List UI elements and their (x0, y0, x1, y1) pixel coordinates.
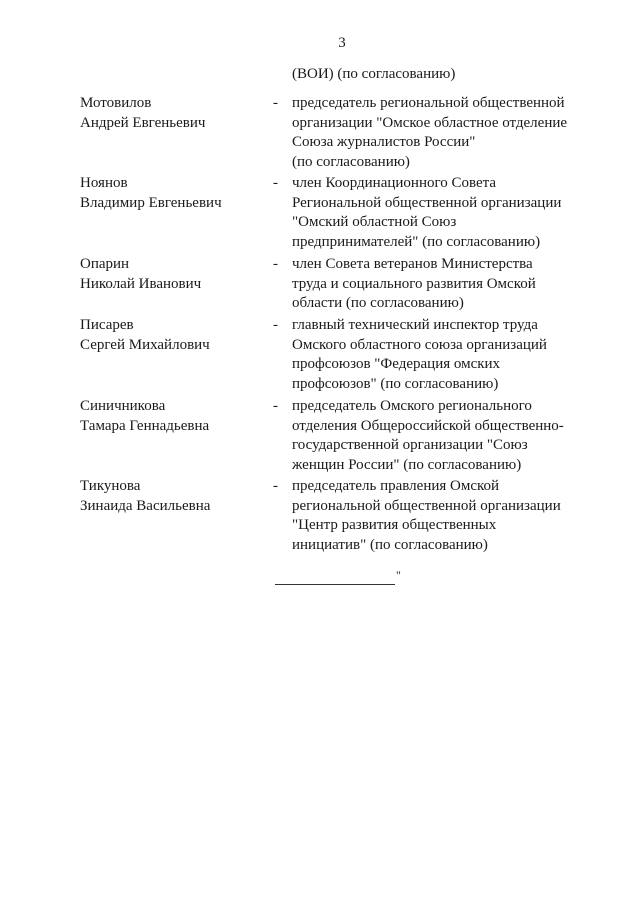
role-line: инициатив" (по согласованию) (292, 536, 488, 553)
role-line: региональной общественной организации (292, 497, 561, 514)
member-name (80, 397, 270, 436)
member-name (80, 94, 270, 133)
member-role (292, 316, 592, 394)
member-role (292, 255, 592, 314)
member-surname: Мотовилов (80, 95, 152, 111)
dash-separator: - (273, 478, 278, 494)
role-line: отделения Общероссийской общественно- (292, 417, 564, 434)
member-given-names: Андрей Евгеньевич (80, 114, 206, 131)
role-line: женщин России" (по согласованию) (292, 456, 522, 473)
carryover-text: (ВОИ) (по согласованию) (292, 66, 456, 82)
dash-separator: - (273, 175, 278, 191)
role-line: член Совета ветеранов Министерства (292, 256, 533, 272)
dash-separator: - (273, 95, 278, 111)
member-given-names: Владимир Евгеньевич (80, 194, 222, 211)
dash-separator: - (273, 398, 278, 414)
role-line: Союза журналистов России" (292, 134, 476, 150)
role-line: области (по согласованию) (292, 295, 464, 311)
member-name (80, 255, 270, 294)
member-surname: Синичникова (80, 398, 166, 414)
member-given-names: Сергей Михайлович (80, 336, 210, 353)
role-line: организации "Омское областное отделение (292, 114, 568, 131)
member-surname: Писарев (80, 317, 134, 333)
role-line: Региональной общественной организации (292, 194, 562, 211)
role-line: главный технический инспектор труда (292, 317, 538, 333)
member-surname: Опарин (80, 256, 130, 272)
role-line: профсоюзов "Федерация омских (292, 356, 501, 372)
member-role (292, 94, 592, 172)
role-line: член Координационного Совета (292, 175, 497, 191)
closing-quote: " (396, 568, 401, 582)
role-line: предпринимателей" (по согласованию) (292, 233, 541, 250)
role-line: Омского областного союза организаций (292, 336, 547, 353)
member-name (80, 477, 270, 516)
member-name (80, 316, 270, 355)
role-line: (по согласованию) (292, 153, 410, 170)
closing-mark (275, 568, 401, 585)
member-role (292, 477, 592, 555)
role-line: труда и социального развития Омской (292, 275, 536, 292)
member-role (292, 174, 592, 252)
role-line: государственной организации "Союз (292, 437, 528, 453)
dash-separator: - (273, 317, 278, 333)
role-line: профсоюзов" (по согласованию) (292, 375, 499, 392)
member-surname: Ноянов (80, 175, 128, 191)
role-line: председатель Омского регионального (292, 398, 532, 414)
member-given-names: Зинаида Васильевна (80, 497, 211, 514)
member-surname: Тикунова (80, 478, 141, 494)
role-line: председатель правления Омской (292, 478, 500, 494)
role-line: "Центр развития общественных (292, 517, 497, 533)
member-role (292, 397, 592, 475)
role-line: председатель региональной общественной (292, 95, 565, 111)
member-name (80, 174, 270, 213)
dash-separator: - (273, 256, 278, 272)
role-line: "Омский областной Союз (292, 214, 457, 230)
member-given-names: Николай Иванович (80, 275, 202, 292)
closing-rule (275, 584, 395, 585)
member-given-names: Тамара Геннадьевна (80, 417, 210, 434)
page-number: 3 (338, 35, 346, 51)
